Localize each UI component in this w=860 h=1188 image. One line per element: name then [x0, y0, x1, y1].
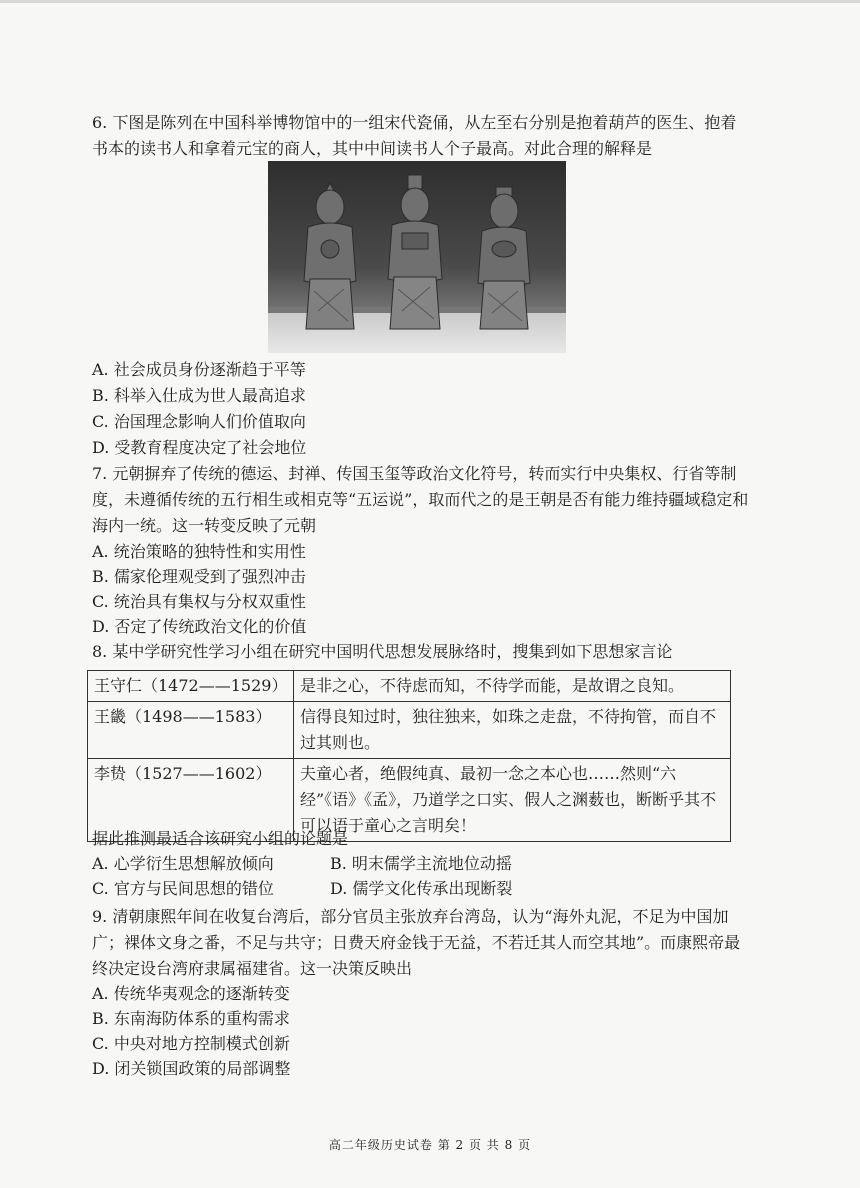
question-8-option-b: B. 明末儒学主流地位动摇 [330, 854, 512, 873]
question-7-stem: 7. 元朝摒弃了传统的德运、封禅、传国玉玺等政治文化符号，转而实行中央集权、行省等制度，未遵循传统的五行相生或相克等“五运说”，取而代之的是王朝是否有能力维持疆域稳定和海内一统。这一转变反映了元朝 [92, 464, 749, 535]
thinker-quote: 夫童心者，绝假纯真、最初一念之本心也……然则“六经”《语》《孟》，乃道学之口实、假人之渊薮也，断断乎其不可以语于童心之言明矣！ [294, 759, 731, 842]
question-6-stem: 6. 下图是陈列在中国科举博物馆中的一组宋代瓷俑，从左至右分别是抱着葫芦的医生、抱着书本的读书人和拿着元宝的商人，其中中间读书人个子最高。对此合理的解释是 [92, 113, 737, 158]
thinker-quote: 是非之心，不待虑而知，不待学而能，是故谓之良知。 [294, 671, 731, 702]
question-9-option-d: D. 闭关锁国政策的局部调整 [92, 1059, 291, 1078]
question-7-option-d: D. 否定了传统政治文化的价值 [92, 617, 307, 636]
question-6-option-b: B. 科举入仕成为世人最高追求 [92, 386, 306, 405]
question-6-option-c: C. 治国理念影响人们价值取向 [92, 412, 306, 431]
question-7-option-a: A. 统治策略的独特性和实用性 [92, 542, 306, 561]
question-8-option-a: A. 心学衍生思想解放倾向 [92, 854, 274, 873]
table-row [88, 671, 731, 702]
question-9-option-c: C. 中央对地方控制模式创新 [92, 1034, 290, 1053]
question-9-option-a: A. 传统华夷观念的逐渐转变 [92, 984, 290, 1003]
question-8-option-c: C. 官方与民间思想的错位 [92, 879, 274, 898]
song-porcelain-figurines-photo [268, 161, 566, 353]
table-row [88, 702, 731, 759]
thinker-name: 李贽（1527——1602） [88, 759, 294, 842]
question-8-prompt: 据此推测最适合该研究小组的论题是 [92, 829, 349, 848]
question-6-option-a: A. 社会成员身份逐渐趋于平等 [92, 360, 306, 379]
figurines-image [268, 161, 566, 353]
thinker-name: 王守仁（1472——1529） [88, 671, 294, 702]
question-8-stem: 8. 某中学研究性学习小组在研究中国明代思想发展脉络时，搜集到如下思想家言论 [92, 642, 673, 661]
question-8-option-d: D. 儒学文化传承出现断裂 [330, 879, 513, 898]
page-footer: 高二年级历史试卷 第 2 页 共 8 页 [328, 1138, 532, 1152]
question-9-stem: 9. 清朝康熙年间在收复台湾后，部分官员主张放弃台湾岛，认为“海外丸泥，不足为中国加广；裸体文身之番，不足与共守；日费天府金钱于无益，不若迁其人而空其地”。而康熙帝最终决定设台湾府隶属福建省。这一决策反映出 [92, 907, 741, 978]
scan-top-edge [0, 0, 860, 3]
question-6-option-d: D. 受教育程度决定了社会地位 [92, 438, 307, 457]
thinker-name: 王畿（1498——1583） [88, 702, 294, 759]
question-7-option-c: C. 统治具有集权与分权双重性 [92, 592, 306, 611]
thinkers-quotes-table [87, 670, 731, 842]
question-7-option-b: B. 儒家伦理观受到了强烈冲击 [92, 567, 306, 586]
question-9-option-b: B. 东南海防体系的重构需求 [92, 1009, 290, 1028]
thinker-quote: 信得良知过时，独往独来，如珠之走盘，不待拘管，而自不过其则也。 [294, 702, 731, 759]
